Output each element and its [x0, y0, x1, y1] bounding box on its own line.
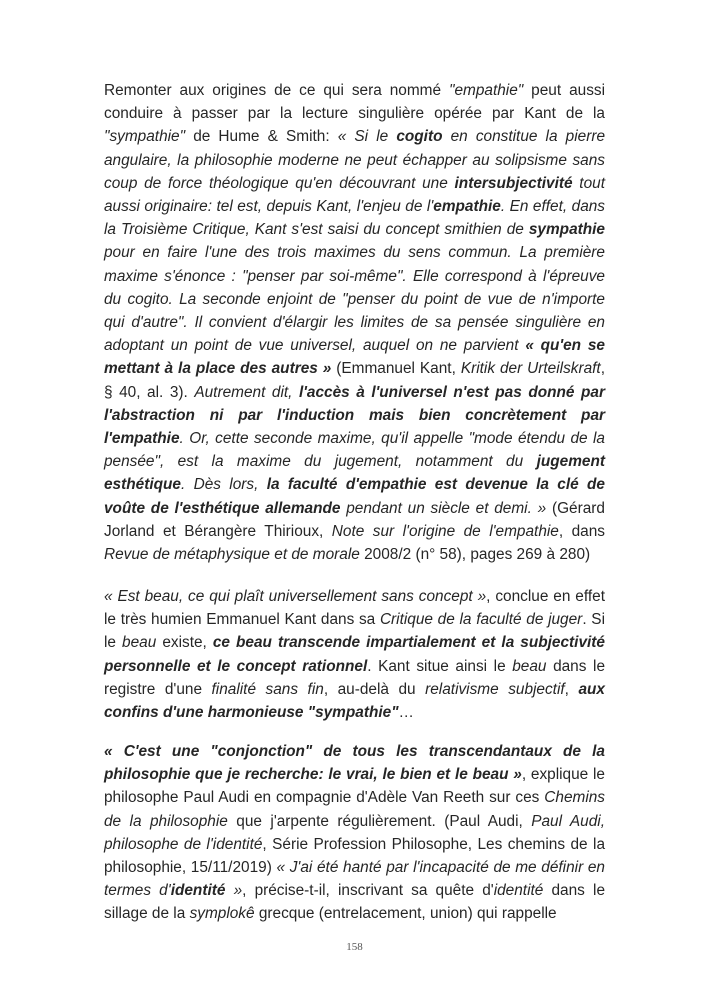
- text-segment: peut aussi conduire à passer par la lecture singulière opérée par Kant de la: [104, 82, 605, 123]
- text-segment: ,: [564, 680, 579, 698]
- text-segment: ce beau transcende impartialement et la subjectivité personnelle et le concept rationnel: [104, 634, 605, 675]
- text-segment: la faculté d'empathie est devenue la clé de voûte de l'esthétique allemande: [104, 476, 605, 517]
- page-number: 158: [346, 941, 363, 953]
- paragraph-paul-audi: [104, 740, 605, 926]
- text-segment: pendant un siècle et demi. »: [340, 499, 547, 517]
- text-segment: que j'arpente régulièrement. (Paul Audi,: [227, 812, 532, 830]
- text-segment: Note sur l'origine de l'empathie: [331, 522, 559, 540]
- text-segment: « Est beau, ce qui plaît universellement sans concept »: [104, 588, 487, 605]
- text-segment: »: [225, 882, 243, 900]
- text-segment: (Emmanuel Kant,: [331, 360, 461, 378]
- text-segment: Paul Audi, philosophe de l'identité: [104, 812, 605, 853]
- text-segment: , dans: [558, 522, 605, 540]
- text-segment: « J'ai été hanté par l'incapacité de me définir en termes d': [104, 859, 605, 900]
- text-segment: de Hume & Smith:: [185, 128, 338, 146]
- text-segment: "empathie": [448, 82, 524, 99]
- text-segment: pour en faire l'une des trois maximes du sens commun. La première maxime s'énonce : "penser par soi-même". Elle correspond à l'épreuve du cogito. La seconde enjoint de "penser du point de vue de n'importe qui d'autre". Il convient d'élargir les limites de sa pensée singulière en adoptant un point de vue universel, auquel on ne parvient: [104, 244, 605, 355]
- text-segment: Remonter aux origines de ce qui sera nommé: [104, 82, 449, 99]
- text-segment: intersubjectivité: [454, 174, 573, 192]
- text-segment: . Kant situe ainsi le: [367, 657, 513, 675]
- text-segment: finalité sans fin: [211, 680, 324, 698]
- text-segment: beau: [512, 657, 547, 675]
- text-segment: « Si le: [337, 128, 397, 146]
- text-segment: « qu'en se mettant à la place des autres »: [104, 337, 605, 378]
- text-segment: Critique de la faculté de juger: [379, 611, 583, 629]
- text-segment: sympathie: [528, 221, 605, 239]
- text-segment: Autrement dit,: [194, 383, 299, 401]
- text-segment: . Dès lors,: [180, 476, 267, 494]
- text-segment: beau: [122, 634, 157, 652]
- text-segment: existe,: [156, 634, 213, 652]
- paragraph-kant-beau: [104, 585, 605, 724]
- text-segment: cogito: [396, 128, 443, 146]
- text-segment: Chemins de la philosophie: [104, 789, 605, 830]
- text-segment: jugement esthétique: [104, 453, 605, 494]
- text-segment: symplokê: [189, 905, 255, 923]
- text-segment: empathie: [433, 198, 501, 216]
- text-segment: grecque (entrelacement, union) qui rappelle: [254, 905, 557, 923]
- text-segment: , précise-t-il, inscrivant sa quête d': [242, 882, 494, 900]
- text-segment: . En effet, dans la Troisième Critique, Kant s'est saisi du concept smithien de: [104, 198, 606, 239]
- text-segment: dans le sillage de la: [104, 882, 605, 923]
- text-segment: en constitue la pierre angulaire, la philosophie moderne ne peut échapper au solipsisme sans coup de force théologique qu'en découvrant une: [104, 128, 605, 192]
- text-segment: (Gérard Jorland et Bérangère Thirioux,: [104, 499, 605, 540]
- text-segment: . Si le: [104, 611, 605, 652]
- text-segment: relativisme subjectif: [425, 680, 565, 698]
- text-segment: tout aussi originaire: tel est, depuis Kant, l'enjeu de l': [104, 174, 605, 216]
- text-segment: …: [398, 704, 414, 722]
- text-segment: , § 40, al. 3).: [104, 360, 605, 401]
- text-segment: , Série Profession Philosophe, Les chemins de la philosophie, 15/11/2019): [104, 835, 605, 877]
- text-segment: identité: [493, 882, 544, 900]
- text-segment: "sympathie": [104, 128, 186, 146]
- text-segment: identité: [170, 882, 226, 900]
- text-segment: Kritik der Urteilskraft: [460, 360, 601, 378]
- text-segment: 2008/2 (n° 58), pages 269 à 280): [359, 546, 591, 564]
- text-segment: , au-delà du: [323, 680, 426, 698]
- text-segment: l'accès à l'universel n'est pas donné par l'abstraction ni par l'induction mais bien concrètement par l'empathie: [104, 383, 605, 448]
- text-segment: « C'est une "conjonction" de tous les transcendantaux de la philosophie que je recherche: le vrai, le bien et le beau »: [104, 743, 605, 784]
- text-segment: aux confins d'une harmonieuse "sympathie": [104, 680, 605, 722]
- text-segment: , explique le philosophe Paul Audi en compagnie d'Adèle Van Reeth sur ces: [104, 766, 605, 807]
- text-segment: dans le registre d'une: [104, 657, 606, 698]
- text-segment: , conclue en effet le très humien Emmanuel Kant dans sa: [104, 588, 605, 629]
- text-segment: . Or, cette seconde maxime, qu'il appelle "mode étendu de la pensée", est la maxime du jugement, notamment du: [104, 430, 605, 471]
- text-segment: Revue de métaphysique et de morale: [104, 546, 360, 564]
- paragraph-empathie-origins: [104, 79, 605, 566]
